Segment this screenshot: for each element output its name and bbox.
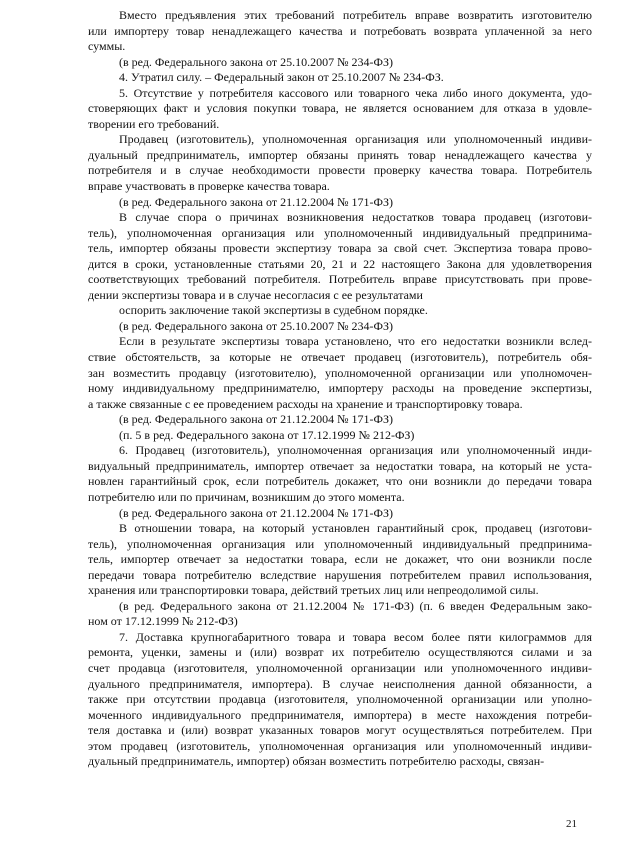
- text-line: (в ред. Федерального закона от 21.12.2004 № 171-ФЗ): [119, 194, 394, 209]
- text-line: (в ред. Федерального закона от 21.12.2004 № 171-ФЗ) (п. 6 введен Федеральным зако-: [119, 598, 592, 613]
- text-line: ствие обстоятельств, за которые не отвечает продавец (изготовитель), потребитель обя-: [88, 350, 592, 365]
- text-line: (в ред. Федерального закона от 21.12.2004 № 171-ФЗ): [119, 505, 394, 520]
- text-line: зан возместить продавцу (изготовителю), уполномоченной организации или уполномочен-: [88, 365, 592, 380]
- text-line: 5. Отсутствие у потребителя кассового или товарного чека либо иного документа, удо-: [119, 85, 592, 100]
- text-line: Продавец (изготовитель), уполномоченная организация или уполномоченный индиви-: [119, 132, 592, 147]
- text-line: творении его требований.: [88, 116, 220, 131]
- amendment-note: [88, 70, 592, 86]
- paragraph: [88, 630, 592, 770]
- text-line: соответствующих требований потребителя. Потребитель вправе присутствовать при прове-: [88, 272, 592, 287]
- text-line: дуальный предприниматель, импортер обязаны принять товар ненадлежащего качества у: [88, 147, 592, 162]
- paragraph: [88, 303, 592, 319]
- text-line: оспорить заключение такой экспертизы в судебном порядке.: [119, 303, 428, 318]
- text-line: (в ред. Федерального закона от 21.12.2004 № 171-ФЗ): [119, 412, 394, 427]
- amendment-note: [88, 506, 592, 522]
- text-line: ном от 17.12.1999 № 212-ФЗ): [88, 614, 238, 629]
- paragraph: [88, 8, 592, 55]
- text-line: передачи товара потребителю вследствие нарушения потребителем правил использования,: [88, 567, 592, 582]
- text-line: 4. Утратил силу. – Федеральный закон от 25.10.2007 № 234-ФЗ.: [119, 70, 444, 85]
- text-line: а также связанные с ее проведением расходы на хранение и транспортировку товара.: [88, 396, 523, 411]
- document-page: [88, 8, 592, 770]
- amendment-note: [88, 319, 592, 335]
- text-line: или импортеру товар ненадлежащего качества и потребовать возврата уплаченной за него: [88, 23, 592, 38]
- text-line: видуальный предприниматель, импортер отвечает за недостатки товара, на который не уста-: [88, 458, 592, 473]
- text-line: дуальный предприниматель, импортер) обязан возместить потребителю расходы, связан-: [88, 754, 545, 769]
- text-line: вправе участвовать в проверке качества товара.: [88, 179, 330, 194]
- text-line: ному индивидуальному предпринимателю, импортеру расходы на проведение экспертизы,: [88, 381, 592, 396]
- text-line: 7. Доставка крупногабаритного товара и товара весом более пяти килограммов для: [119, 629, 592, 644]
- paragraph: [88, 86, 592, 133]
- text-line: дении экспертизы товара и в случае несогласия с ее результатами: [88, 287, 423, 302]
- amendment-note: [88, 412, 592, 428]
- text-line: суммы.: [88, 39, 126, 54]
- text-line: потребителя и в случае необходимости провести проверку качества товара. Потребитель: [88, 163, 592, 178]
- text-line: ремонта, уценки, замены и (или) возврат их потребителю осуществляются силами и за: [88, 645, 592, 660]
- amendment-note: [88, 55, 592, 71]
- text-line: потребителю или по причинам, возникшим до этого момента.: [88, 489, 405, 504]
- text-line: новлен гарантийный срок, если потребитель докажет, что они возникли до передачи товара: [88, 474, 592, 489]
- text-line: стоверяющих факт и условия покупки товара, не является основанием для отказа в удовле-: [88, 101, 592, 116]
- text-line: тель, импортер обязаны провести экспертизу товара за свой счет. Экспертиза товара прово-: [88, 241, 592, 256]
- text-line: 6. Продавец (изготовитель), уполномоченная организация или уполномоченный инди-: [119, 443, 592, 458]
- text-line: дуального предпринимателя, импортера). В случае неисполнения данной обязанности, а: [88, 676, 592, 691]
- amendment-note: [88, 428, 592, 444]
- text-line: тель), уполномоченная организация или уполномоченный индивидуальный предпринима-: [88, 225, 592, 240]
- page-number: 21: [566, 818, 577, 830]
- text-line: моченного индивидуального предпринимателя, импортера) в месте нахождения потреби-: [88, 707, 592, 722]
- paragraph: [88, 132, 592, 194]
- text-line: (п. 5 в ред. Федерального закона от 17.12.1999 № 212-ФЗ): [119, 427, 415, 442]
- text-line: В случае спора о причинах возникновения недостатков товара продавец (изготови-: [119, 210, 592, 225]
- paragraph: [88, 334, 592, 412]
- text-line: Вместо предъявления этих требований потребитель вправе возвратить изготовителю: [119, 8, 592, 22]
- text-line: В отношении товара, на который установлен гарантийный срок, продавец (изготови-: [119, 521, 592, 536]
- paragraph: [88, 521, 592, 599]
- text-line: (в ред. Федерального закона от 25.10.2007 № 234-ФЗ): [119, 318, 394, 333]
- text-line: теля доставка и (или) возврат указанных товаров могут осуществляться потребителем. При: [88, 723, 592, 738]
- text-line: дится в сроки, установленные статьями 20, 21 и 22 настоящего Закона для удовлетворения: [88, 256, 592, 271]
- text-line: хранения или транспортировки товара, действий третьих лиц или непреодолимой силы.: [88, 583, 539, 598]
- text-line: Если в результате экспертизы товара установлено, что его недостатки возникли вслед-: [119, 334, 592, 349]
- text-line: (в ред. Федерального закона от 25.10.2007 № 234-ФЗ): [119, 54, 394, 69]
- paragraph: [88, 443, 592, 505]
- text-line: тель), уполномоченная организация или уполномоченный индивидуальный предпринима-: [88, 536, 592, 551]
- paragraph: [88, 599, 592, 630]
- text-line: тель, импортер отвечает за недостатки товара, если не докажет, что они возникли после: [88, 552, 592, 567]
- amendment-note: [88, 195, 592, 211]
- text-line: этом продавец (изготовитель, уполномоченная организация или уполномоченный индиви-: [88, 738, 592, 753]
- text-line: счет продавца (изготовителя, уполномоченной организации или уполномоченного индиви-: [88, 660, 592, 675]
- text-line: также при отсутствии продавца (изготовителя, уполномоченной организации или уполно-: [88, 692, 592, 707]
- paragraph: [88, 210, 592, 303]
